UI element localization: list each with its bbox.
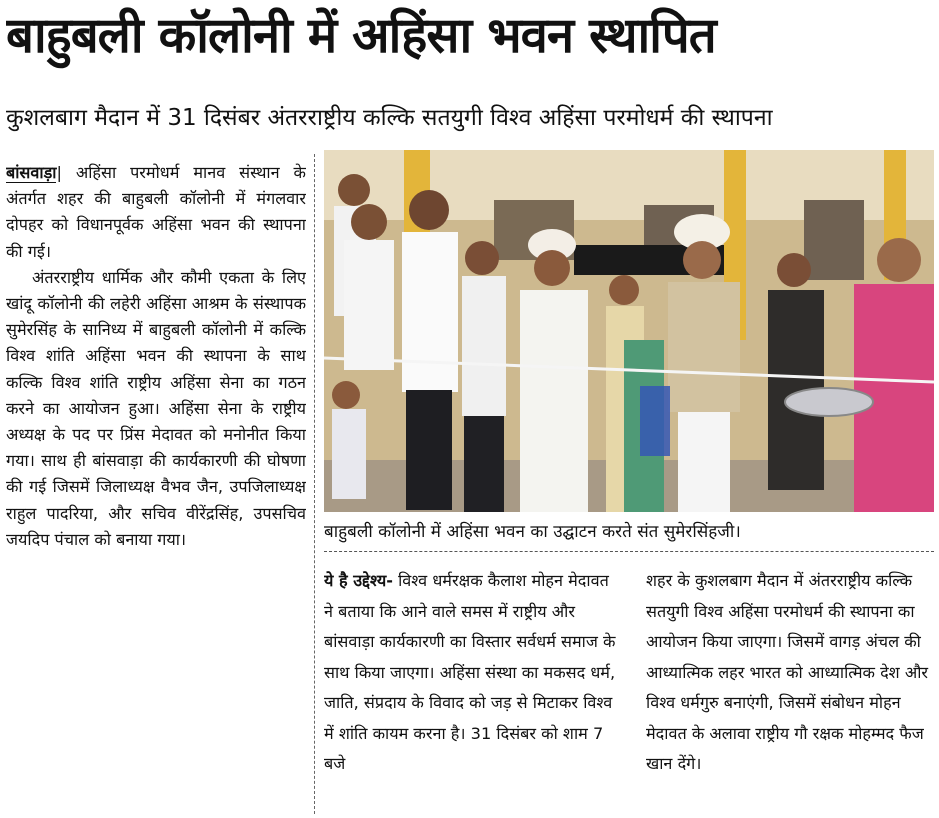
subheadline: कुशलबाग मैदान में 31 दिसंबर अंतरराष्ट्रीय कल्कि सतयुगी विश्व अहिंसा परमोधर्म की स्थापना	[6, 105, 773, 131]
middle-column	[324, 566, 620, 816]
left-para-2: अंतरराष्ट्रीय धार्मिक और कौमी एकता के लिए खांदू कॉलोनी की लहेरी अहिंसा आश्रम के संस्थापक सुमेरसिंह के सानिध्य में बाहुबली कॉलोनी में कल्कि विश्व शांति अहिंसा भवन की स्थापना के साथ कल्कि विश्व शांति राष्ट्रीय अहिंसा सेना का गठन करने का आयोजन हुआ। अहिंसा सेना के राष्ट्रीय अध्यक्ष के पद पर प्रिंस मेदावत को मनोनीत किया गया। साथ ही बांसवाड़ा की कार्यकारणी की घोषणा की गई जिसमें जिलाध्यक्ष वैभव जैन, उपजिलाध्यक्ष राहुल पादरिया, और सचिव वीरेंद्रसिंह, उपसचिव जयदिप पंचाल को बनाया गया।	[6, 267, 306, 549]
column-divider	[314, 154, 315, 814]
middle-paragraph	[324, 566, 620, 780]
photo-illustration	[324, 150, 934, 512]
right-column	[646, 566, 936, 816]
headline: बाहुबली कॉलोनी में अहिंसा भवन स्थापित	[6, 7, 716, 64]
left-para-1: बांसवाड़ा| अहिंसा परमोधर्म मानव संस्थान के अंतर्गत शहर की बाहुबली कॉलोनी में मंगलवार दोपहर को विधानपूर्वक अहिंसा भवन की स्थापना की गई।	[6, 163, 306, 261]
right-text: शहर के कुशलबाग मैदान में अंतरराष्ट्रीय कल्कि सतयुगी विश्व अहिंसा परमोधर्म की स्थापना का आयोजन किया जाएगा। जिसमें वागड़ अंचल की आध्यात्मिक लहर भारत को आध्यात्मिक देश और विश्व धर्मगुरु बनाएंगी, जिसमें संबोधन मोहन मेदावत के अलावा राष्ट्रीय गौ रक्षक मोहम्मद फैज खान देंगे।	[646, 571, 929, 773]
middle-text: विश्व धर्मरक्षक कैलाश मोहन मेदावत ने बताया कि आने वाले समस में राष्ट्रीय और बांसवाड़ा कार्यकारणी का विस्तार सर्वधर्म समाज के साथ किया जाएगा। अहिंसा संस्था का मकसद धर्म, जाति, संप्रदाय के विवाद को जड़ से मिटाकर विश्व में शांति कायम करना है। 31 दिसंबर को शाम 7 बजे	[324, 571, 616, 773]
middle-lead: ये है उद्देश्य-	[324, 571, 393, 590]
left-para-1-text: अहिंसा परमोधर्म मानव संस्थान के अंतर्गत शहर की बाहुबली कॉलोनी में मंगलवार दोपहर को विधानपूर्वक अहिंसा भवन की स्थापना की गई।	[6, 163, 306, 261]
left-column	[6, 160, 306, 814]
photo-caption: बाहुबली कॉलोनी में अहिंसा भवन का उद्घाटन करते संत सुमेरसिंहजी।	[324, 522, 741, 542]
dateline: बांसवाड़ा	[6, 163, 57, 182]
caption-divider	[324, 551, 934, 552]
news-photo	[324, 150, 934, 512]
